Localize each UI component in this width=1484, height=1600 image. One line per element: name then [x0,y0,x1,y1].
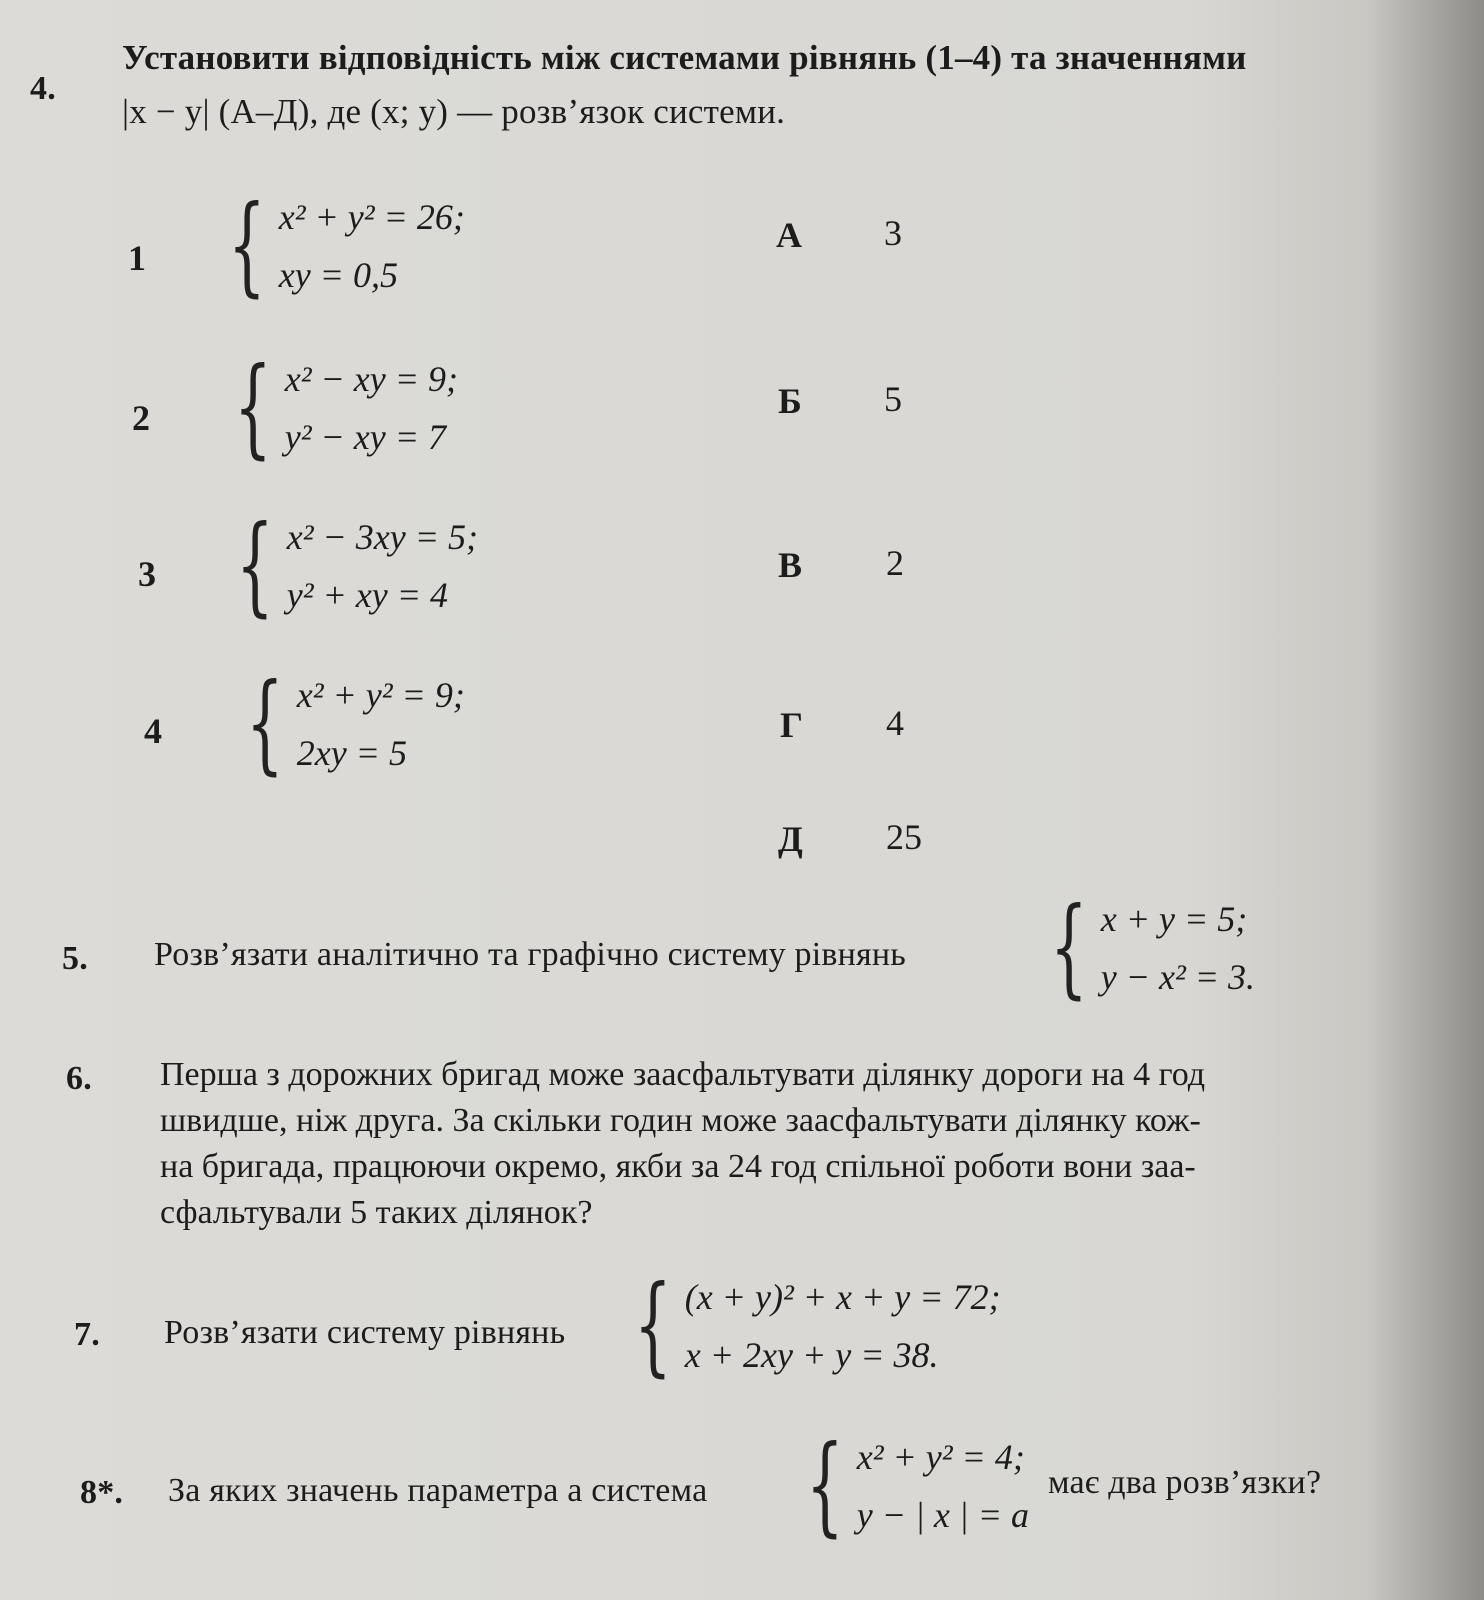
system2 [234,345,459,470]
answer-value-a: 3 [884,213,902,253]
task5-eq2: y − x² = 3. [1100,957,1256,997]
answer-value-d: 25 [886,817,922,857]
task5-text: Розв’язати аналітично та графічно систему рівнянь [154,936,906,973]
task8-text: За яких значень параметра a система [168,1472,708,1509]
system4 [246,661,465,786]
system1-eq2: xy = 0,5 [278,255,398,295]
answer-letter-g: Г [780,705,803,745]
task6-line3: на бригада, працюючи окремо, якби за 24 год спільної роботи вони заа- [160,1148,1196,1185]
system4-eq1: x² + y² = 9; [296,675,465,715]
task7-eq2: x + 2xy + y = 38. [684,1335,939,1375]
task7-text: Розв’язати систему рівнянь [164,1314,566,1351]
brace-icon: { [236,503,274,628]
task6-line4: сфальтували 5 таких ділянок? [160,1194,593,1231]
system3 [236,503,479,628]
task4-line2: |x − y| (А–Д), де (x; y) — розв’язок системи. [122,92,786,131]
system4-label: 4 [144,711,162,751]
system2-eq2: y² − xy = 7 [284,417,447,457]
task4-number: 4. [30,70,56,107]
system1-label: 1 [128,238,146,278]
task5-number: 5. [62,940,88,977]
task8-number: 8*. [80,1474,124,1511]
task7-system [634,1263,1001,1388]
brace-icon: { [1050,885,1088,1010]
task6-text [160,1052,1205,1236]
answer-value-b: 5 [884,379,902,419]
answer-value-g: 4 [886,703,904,743]
task8-eq1: x² + y² = 4; [856,1437,1025,1477]
system1-eq1: x² + y² = 26; [278,197,465,237]
system3-eq2: y² + xy = 4 [286,575,449,615]
brace-icon: { [234,345,272,470]
system2-eq1: x² − xy = 9; [284,359,459,399]
system2-label: 2 [132,398,150,438]
task8-eq2: y − | x | = a [856,1495,1030,1535]
system3-label: 3 [138,554,156,594]
brace-icon: { [806,1423,844,1548]
task5-system [1050,885,1256,1010]
task7-eq1: (x + y)² + x + y = 72; [684,1277,1001,1317]
task6-line1: Перша з дорожних бригад може заасфальтувати ділянку дороги на 4 год [160,1056,1206,1093]
task8-system [806,1423,1030,1548]
answer-letter-v: В [778,545,803,585]
system3-eq1: x² − 3xy = 5; [286,517,479,557]
answer-letter-a: А [776,215,802,255]
task7-number: 7. [74,1316,100,1353]
task6-number: 6. [66,1060,92,1097]
task5-eq1: x + y = 5; [1100,899,1248,939]
task8-tail: має два розв’язки? [1048,1464,1322,1501]
system4-eq2: 2xy = 5 [296,733,407,773]
answer-letter-b: Б [778,381,802,421]
task6-line2: швидше, ніж друга. За скільки годин може заасфальтувати ділянку кож- [160,1102,1201,1139]
answer-letter-d: Д [778,819,803,859]
brace-icon: { [634,1263,672,1388]
system1 [228,183,465,308]
brace-icon: { [246,661,284,786]
answer-value-v: 2 [886,543,904,583]
brace-icon: { [228,183,266,308]
task4-line1: Установити відповідність між системами рівнянь (1–4) та значеннями [122,38,1247,77]
